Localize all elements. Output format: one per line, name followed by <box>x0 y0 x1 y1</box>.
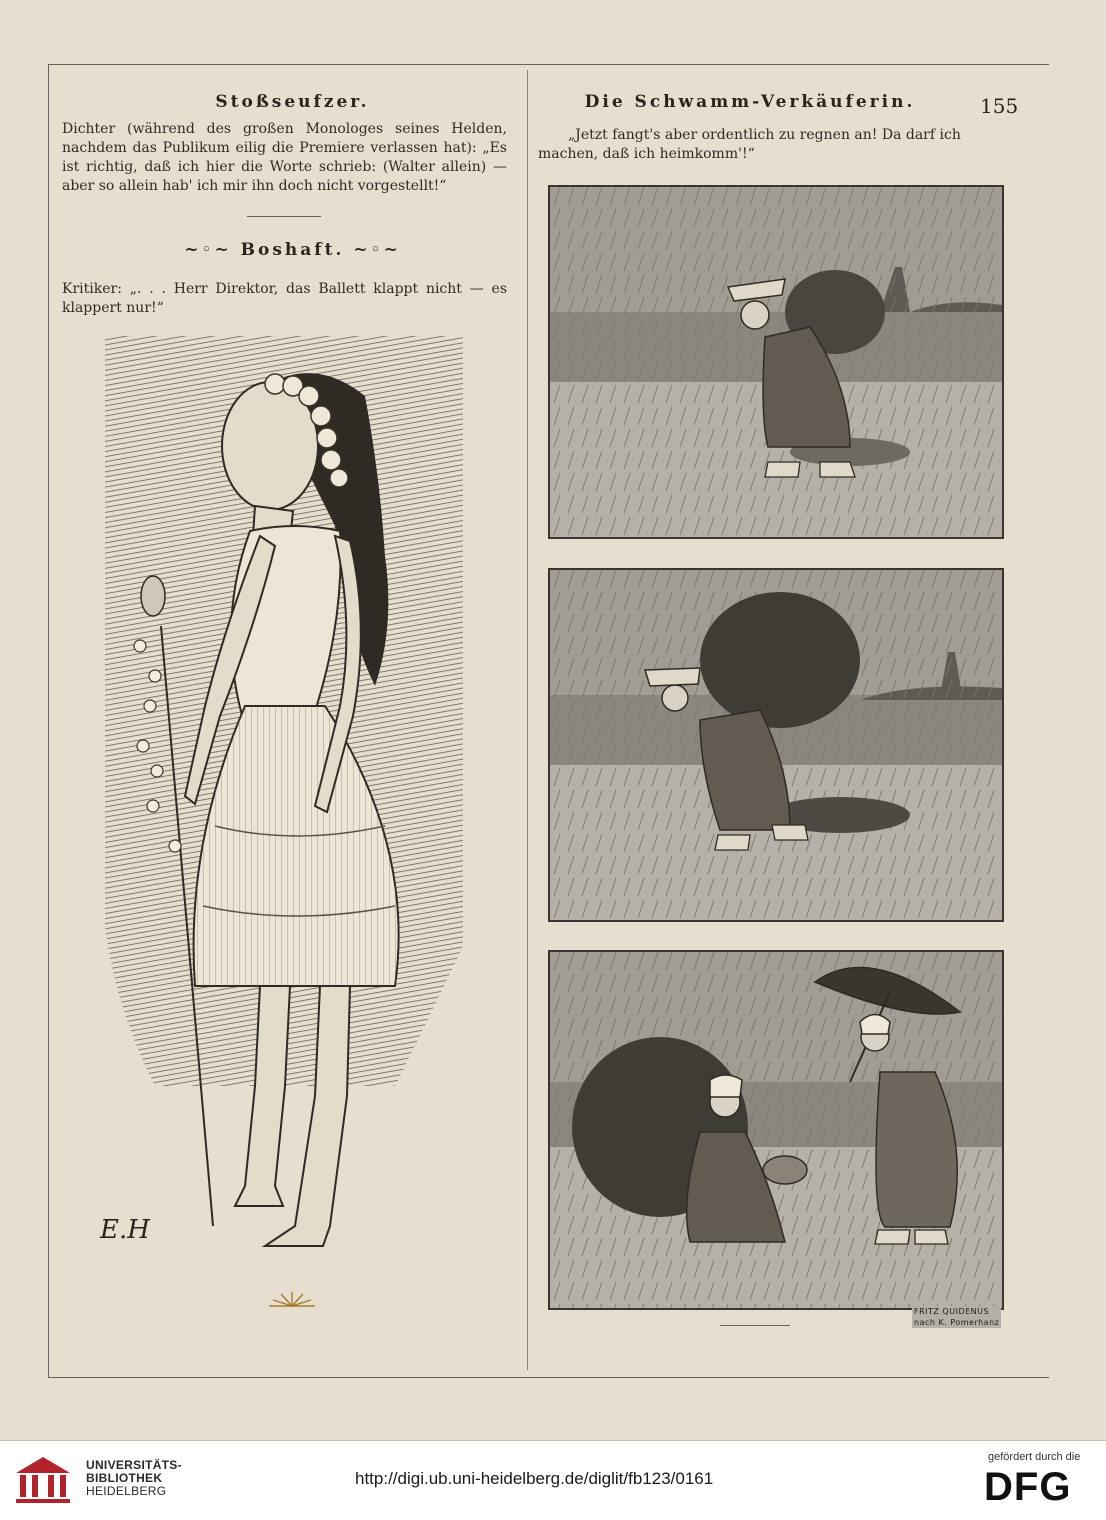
ornament-right-icon: ~◦~ <box>353 240 401 260</box>
library-line-2: BIBLIOTHEK <box>86 1471 163 1485</box>
permalink-url[interactable]: http://digi.ub.uni-heidelberg.de/diglit/fb123/0161 <box>355 1469 714 1488</box>
article-heading-boshaft <box>60 240 525 260</box>
library-line-1: UNIVERSITÄTS- <box>86 1458 182 1472</box>
illustrator-credit <box>912 1306 1001 1328</box>
column-rule <box>527 70 528 1370</box>
comic-panel-1 <box>548 185 1004 539</box>
end-rule <box>720 1325 790 1326</box>
article-title-boshaft: Boshaft. <box>240 240 345 260</box>
sunburst-ornament-icon <box>267 1290 317 1308</box>
credit-line-1: FRITZ QUIDENUS <box>914 1307 990 1316</box>
library-line-3: HEIDELBERG <box>86 1484 167 1498</box>
comic-panel-3 <box>548 950 1004 1310</box>
university-library-logo-icon <box>10 1453 76 1505</box>
article-text-boshaft: Kritiker: „. . . Herr Direktor, das Ballett klappt nicht — es klappert nur!“ <box>62 281 507 316</box>
comic-caption: „Jetzt fangt's aber ordentlich zu regnen an! Da darf ich machen, daß ich heimkomm'!“ <box>538 127 961 162</box>
article-text-stossseufzer: Dichter (während des großen Monologes seines Helden, nachdem das Publikum eilig die Premiere verlassen hat): „Es ist richtig, daß ich hier die Worte schrieb: (Walter allein) — aber so allein hab' ich mir ihn doch nicht vorgestellt!“ <box>62 121 507 194</box>
ornament-left-icon: ~◦~ <box>184 240 232 260</box>
artist-signature: E.H <box>100 1215 150 1245</box>
ballerina-illustration <box>95 326 473 1294</box>
comic-panel-2 <box>548 568 1004 922</box>
sponsor-note: gefördert durch die <box>988 1451 1081 1463</box>
comic-title: Die Schwamm-Verkäuferin. <box>584 92 916 112</box>
separator-rule <box>247 216 321 217</box>
dfg-logo: DFG <box>984 1465 1072 1509</box>
page-number: 155 <box>980 94 1019 118</box>
footer-bar <box>0 1440 1106 1520</box>
article-title-stossseufzer: Stoßseufzer. <box>215 92 370 112</box>
credit-line-2: nach K. Pomerhanz <box>914 1318 1000 1327</box>
library-name <box>86 1459 182 1498</box>
